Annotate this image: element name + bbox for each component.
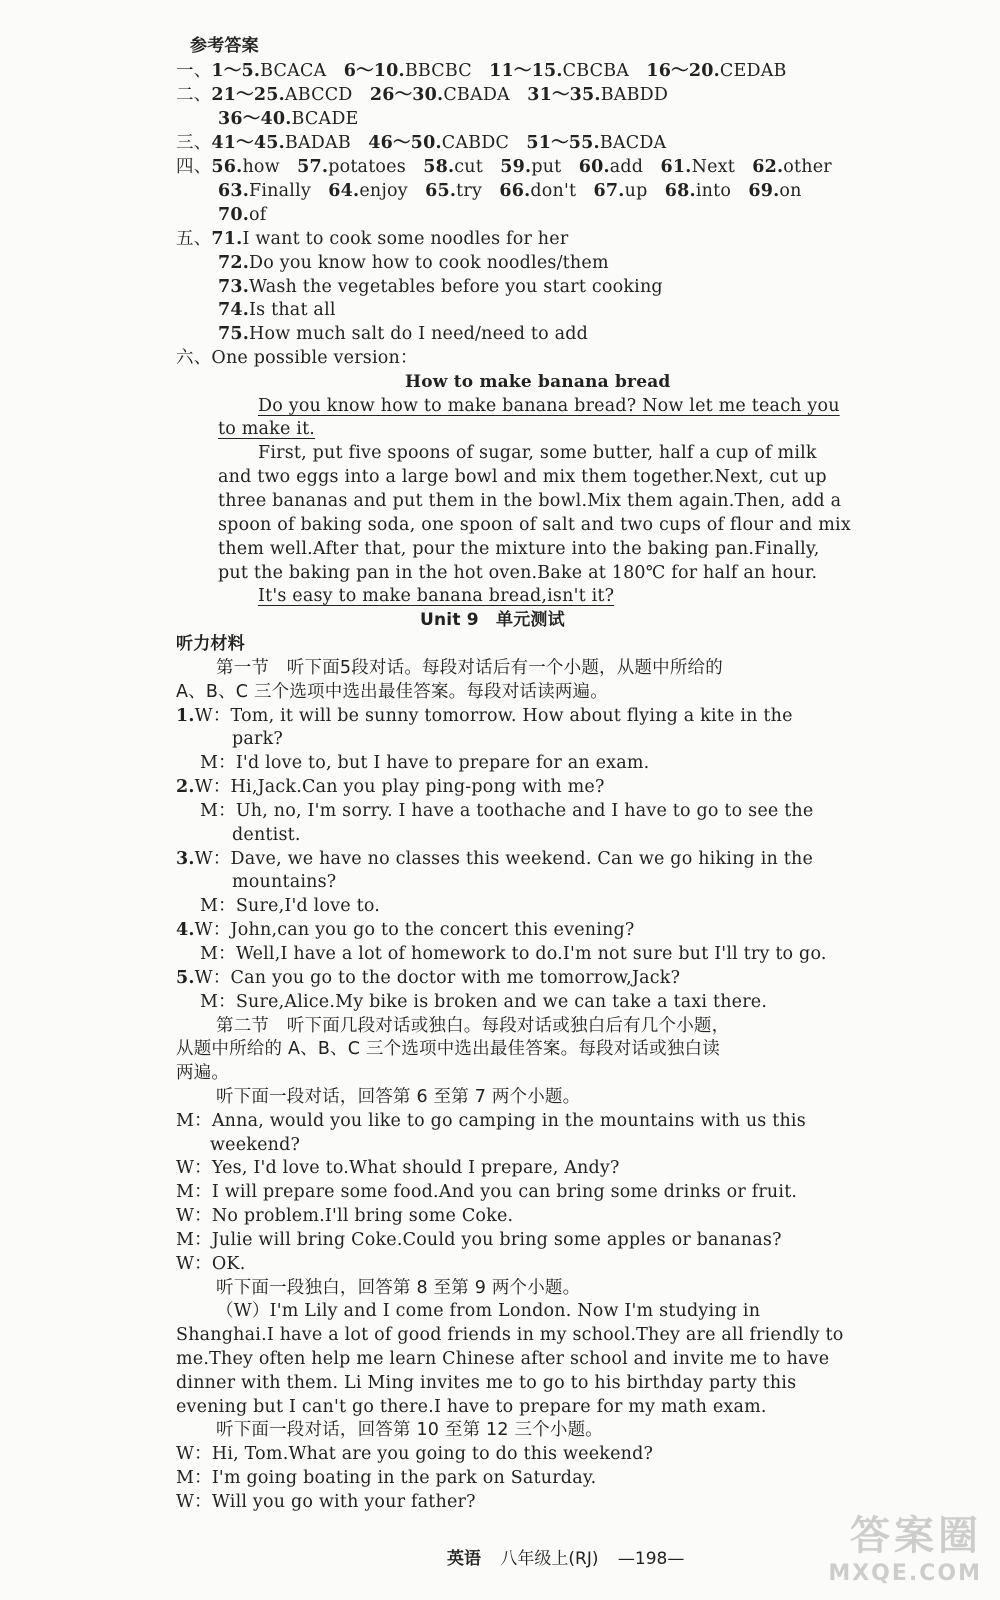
q-answer: I want to cook some noodles for her — [242, 229, 569, 249]
q-answer: don't — [530, 181, 577, 201]
dialogue-line: dentist. — [232, 825, 301, 845]
essay-line: spoon of baking soda, one spoon of salt and two cups of flour and mix — [218, 515, 851, 535]
q-number: 3. — [176, 849, 195, 869]
answer-73 — [218, 275, 663, 299]
section-label: 五、 — [176, 229, 212, 249]
q-answers: CBADA — [443, 85, 510, 105]
question-prompt: 听下面一段对话，回答第 10 至第 12 三个小题。 — [216, 1420, 603, 1440]
essay-line: them well.After that, pour the mixture into the baking pan.Finally, — [218, 539, 820, 559]
q-answers: BBCBC — [404, 61, 472, 81]
q-answers: BCACA — [260, 61, 327, 81]
monologue-line: evening but I can't go there.I have to prepare for my math exam. — [176, 1397, 767, 1417]
q-number: 2. — [176, 777, 195, 797]
q-number: 74. — [218, 300, 250, 320]
q-answers: BABDD — [600, 85, 669, 105]
answer-75 — [218, 322, 588, 346]
q-range: 16～20. — [646, 61, 720, 81]
q-answer: cut — [454, 157, 483, 177]
line-text: W：Tom, it will be sunny tomorrow. How about flying a kite in the — [194, 706, 793, 726]
section-label: 四、 — [176, 157, 212, 177]
part2-instructions: 第二节 听下面几段对话或独白。每段对话或独白后有几个小题， — [216, 1016, 730, 1036]
q-answer: How much salt do I need/need to add — [249, 324, 589, 344]
dialogue-line — [176, 918, 635, 942]
q-number: 62. — [752, 157, 784, 177]
q-number: 59. — [500, 157, 532, 177]
q-answer: potatoes — [328, 157, 406, 177]
q-range: 36～40. — [218, 109, 292, 129]
q-number: 70. — [218, 205, 250, 225]
q-answer: Finally — [249, 181, 311, 201]
q-answer: Is that all — [249, 300, 336, 320]
q-number: 66. — [499, 181, 531, 201]
line-text: W：John,can you go to the concert this evening? — [194, 920, 635, 940]
answer-row-4 — [176, 155, 832, 179]
listening-heading: 听力材料 — [176, 634, 245, 654]
q-answer: put — [531, 157, 562, 177]
part2-instructions: 从题中所给的 A、B、C 三个选项中选出最佳答案。每段对话或独白读 — [176, 1039, 720, 1059]
answers-heading: 参考答案 — [190, 36, 259, 56]
q-number: 61. — [660, 157, 692, 177]
footer-subject: 英语 — [447, 1549, 481, 1569]
answer-72 — [218, 251, 609, 275]
q-number: 60. — [578, 157, 610, 177]
answer-row-2 — [176, 83, 668, 107]
answer-row-2b — [218, 107, 359, 131]
answer-row-4b — [218, 179, 802, 203]
dialogue-line: M：Anna, would you like to go camping in the mountains with us this — [176, 1111, 806, 1131]
q-answers: ABCCD — [284, 85, 353, 105]
monologue-line: me.They often help me learn Chinese after school and invite me to have — [176, 1349, 830, 1369]
dialogue-line: park? — [232, 729, 283, 749]
q-number: 72. — [218, 253, 250, 273]
dialogue-line: M：I'd love to, but I have to prepare for an exam. — [200, 753, 650, 773]
q-number: 65. — [425, 181, 457, 201]
monologue-line: dinner with them. Li Ming invites me to go to his birthday party this — [176, 1373, 797, 1393]
page-number: —198— — [617, 1549, 685, 1569]
q-range: 31～35. — [527, 85, 601, 105]
q-answers: CBCBA — [562, 61, 630, 81]
dialogue-line: M：Well,I have a lot of homework to do.I'm not sure but I'll try to go. — [200, 944, 827, 964]
answer-row-4c — [218, 203, 266, 227]
q-answers: BCADE — [291, 109, 359, 129]
dialogue-line: M：Julie will bring Coke.Could you bring some apples or bananas? — [176, 1230, 782, 1250]
q-answer: add — [609, 157, 644, 177]
q-number: 71. — [211, 229, 243, 249]
footer-grade: 八年级上(RJ) — [500, 1549, 599, 1569]
line-text: W：Can you go to the doctor with me tomorrow,Jack? — [194, 968, 681, 988]
q-answer: on — [779, 181, 802, 201]
q-number: 63. — [218, 181, 250, 201]
q-range: 26～30. — [369, 85, 444, 105]
dialogue-line — [176, 847, 813, 871]
q-number: 68. — [664, 181, 696, 201]
q-answer: Wash the vegetables before you start cooking — [249, 277, 663, 297]
part1-instructions: 第一节 听下面5段对话。每段对话后有一个小题，从题中所给的 — [216, 658, 723, 678]
q-answer: of — [249, 205, 267, 225]
q-answer: how — [242, 157, 280, 177]
q-number: 69. — [748, 181, 780, 201]
dialogue-line: M：Sure,I'd love to. — [200, 896, 381, 916]
q-range: 1～5. — [211, 61, 261, 81]
dialogue-line: M：I'm going boating in the park on Saturday. — [176, 1468, 597, 1488]
page-footer — [447, 1544, 698, 1569]
dialogue-line: W：No problem.I'll bring some Coke. — [176, 1206, 514, 1226]
q-number: 1. — [176, 706, 195, 726]
q-answers: BADAB — [284, 133, 351, 153]
q-range: 11～15. — [489, 61, 563, 81]
q-answer: into — [695, 181, 732, 201]
answer-row-3 — [176, 131, 666, 155]
monologue-line: Shanghai.I have a lot of good friends in my school.They are all friendly to — [176, 1325, 844, 1345]
q-answers: CEDAB — [719, 61, 787, 81]
dialogue-line: M：I will prepare some food.And you can bring some drinks or fruit. — [176, 1182, 798, 1202]
essay-line: It's easy to make banana bread,isn't it? — [258, 586, 615, 606]
essay-intro — [176, 346, 418, 370]
intro-text: One possible version： — [211, 348, 418, 368]
monologue-line: （W）I'm Lily and I come from London. Now I'm studying in — [216, 1301, 761, 1321]
line-text: W：Hi,Jack.Can you play ping-pong with me? — [194, 777, 605, 797]
dialogue-line: W：OK. — [176, 1254, 246, 1274]
q-number: 5. — [176, 968, 195, 988]
q-number: 4. — [176, 920, 195, 940]
essay-title: How to make banana bread — [405, 372, 671, 392]
dialogue-line: weekend? — [210, 1135, 301, 1155]
dialogue-line: M：Sure,Alice.My bike is broken and we can take a taxi there. — [200, 992, 768, 1012]
essay-line: and two eggs into a large bowl and mix them together.Next, cut up — [218, 467, 827, 487]
dialogue-line: W：Hi, Tom.What are you going to do this weekend? — [176, 1444, 654, 1464]
q-range: 21～25. — [211, 85, 285, 105]
q-answers: CABDC — [441, 133, 510, 153]
q-answer: up — [624, 181, 648, 201]
q-number: 58. — [423, 157, 455, 177]
watermark-logo-text: 答案圈 — [850, 1513, 982, 1559]
dialogue-line — [176, 704, 793, 728]
dialogue-line: M：Uh, no, I'm sorry. I have a toothache and I have to go to see the — [200, 801, 814, 821]
part1-instructions: A、B、C 三个选项中选出最佳答案。每段对话读两遍。 — [176, 682, 608, 702]
q-range: 41～45. — [211, 133, 285, 153]
dialogue-line — [176, 966, 680, 990]
section-label: 六、 — [176, 348, 212, 368]
q-answer: other — [783, 157, 832, 177]
q-range: 6～10. — [343, 61, 405, 81]
q-answer: Next — [691, 157, 735, 177]
q-answer: enjoy — [359, 181, 408, 201]
q-number: 64. — [328, 181, 360, 201]
q-number: 67. — [593, 181, 625, 201]
answer-row-1 — [176, 59, 787, 83]
q-answer: Do you know how to cook noodles/them — [249, 253, 609, 273]
question-prompt: 听下面一段独白，回答第 8 至第 9 两个小题。 — [216, 1278, 581, 1298]
unit-title: Unit 9 单元测试 — [420, 610, 565, 630]
q-answers: BACDA — [599, 133, 667, 153]
dialogue-line: W：Will you go with your father? — [176, 1492, 476, 1512]
answer-71 — [176, 227, 568, 251]
answer-74 — [218, 298, 336, 322]
dialogue-line: W：Yes, I'd love to.What should I prepare, Andy? — [176, 1158, 620, 1178]
section-label: 二、 — [176, 85, 212, 105]
dialogue-line — [176, 775, 605, 799]
line-text: W：Dave, we have no classes this weekend. Can we go hiking in the — [194, 849, 814, 869]
q-number: 57. — [297, 157, 329, 177]
essay-line: three bananas and put them in the bowl.Mix them again.Then, add a — [218, 491, 842, 511]
essay-line: to make it. — [218, 419, 316, 439]
watermark-url: MXQE.COM — [828, 1561, 982, 1586]
essay-line: Do you know how to make banana bread? Now let me teach you — [258, 396, 840, 416]
q-answer: try — [456, 181, 483, 201]
q-number: 73. — [218, 277, 250, 297]
q-number: 56. — [211, 157, 243, 177]
watermark — [828, 1504, 982, 1586]
q-number: 75. — [218, 324, 250, 344]
q-range: 51～55. — [526, 133, 600, 153]
part2-instructions: 两遍。 — [176, 1063, 230, 1083]
section-label: 一、 — [176, 61, 212, 81]
question-prompt: 听下面一段对话，回答第 6 至第 7 两个小题。 — [216, 1087, 581, 1107]
section-label: 三、 — [176, 133, 212, 153]
dialogue-line: mountains? — [232, 872, 337, 892]
q-range: 46～50. — [368, 133, 442, 153]
essay-line: First, put five spoons of sugar, some butter, half a cup of milk — [258, 443, 817, 463]
essay-line: put the baking pan in the hot oven.Bake at 180℃ for half an hour. — [218, 563, 818, 583]
